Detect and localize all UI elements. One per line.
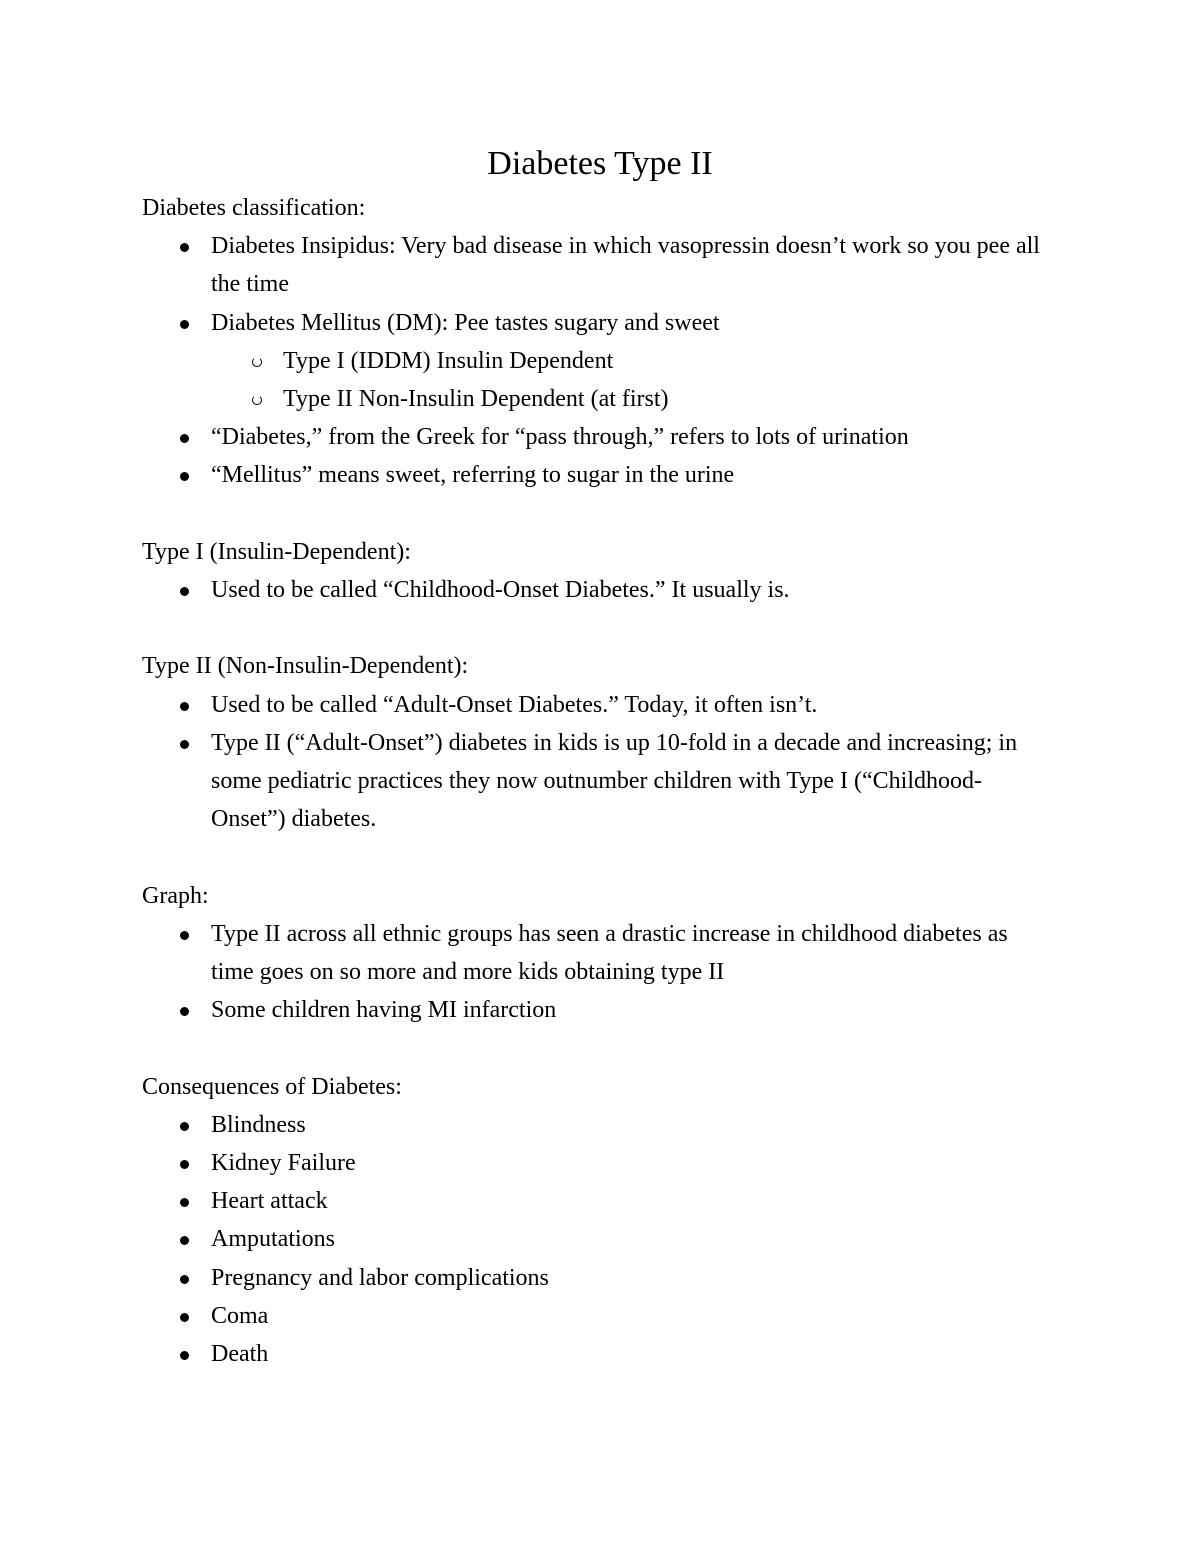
section-spacer: [142, 609, 1042, 647]
list-item: [211, 571, 1042, 609]
bullet-dot-icon: [180, 740, 189, 749]
list-item: [211, 915, 1042, 991]
bullet-dot-icon: [180, 587, 189, 596]
page-title: Diabetes Type II: [487, 145, 713, 182]
list-item: [211, 1335, 1042, 1373]
type1-list: [142, 571, 1042, 609]
bullet-circle-icon: [252, 395, 262, 405]
consequences-list: [142, 1106, 1042, 1373]
bullet-dot-icon: [180, 931, 189, 940]
section-heading-graph: Graph:: [142, 882, 209, 909]
list-item-text: Pregnancy and labor complications: [211, 1264, 549, 1291]
list-item: [211, 1144, 1042, 1182]
list-item-text: Diabetes Mellitus (DM): Pee tastes sugary and sweet: [211, 309, 720, 336]
section-heading-consequences: Consequences of Diabetes:: [142, 1073, 402, 1100]
bullet-dot-icon: [180, 1122, 189, 1131]
bullet-dot-icon: [180, 320, 189, 329]
list-item-text: Death: [211, 1341, 269, 1368]
document-body: [142, 189, 1042, 1373]
list-item-text: Blindness: [211, 1111, 306, 1138]
list-item-text: Used to be called “Adult-Onset Diabetes.” Today, it often isn’t.: [211, 691, 818, 718]
list-item-text: Used to be called “Childhood-Onset Diabetes.” It usually is.: [211, 577, 790, 604]
section-heading-classification: Diabetes classification:: [142, 195, 366, 221]
sub-list-item: [283, 380, 1042, 418]
list-item: [211, 456, 1042, 494]
list-item-text: Heart attack: [211, 1188, 328, 1215]
list-item-text: Some children having MI infarction: [211, 997, 557, 1024]
bullet-dot-icon: [180, 1007, 189, 1016]
list-item: [211, 304, 1042, 419]
section-heading-type1: Type I (Insulin-Dependent):: [142, 538, 411, 565]
section-spacer: [142, 495, 1042, 533]
bullet-circle-icon: [252, 357, 262, 367]
section-spacer: [142, 838, 1042, 876]
sub-list-item-text: Type I (IDDM) Insulin Dependent: [283, 347, 614, 374]
bullet-dot-icon: [180, 472, 189, 481]
bullet-dot-icon: [180, 1351, 189, 1360]
list-item: [211, 1106, 1042, 1144]
bullet-dot-icon: [180, 1236, 189, 1245]
list-item: [211, 418, 1042, 456]
list-item: [211, 724, 1042, 839]
list-item: [211, 1220, 1042, 1258]
graph-list: [142, 915, 1042, 1030]
list-item: [211, 1259, 1042, 1297]
bullet-dot-icon: [180, 1198, 189, 1207]
classification-list: [142, 227, 1042, 494]
list-item-text: Kidney Failure: [211, 1150, 356, 1177]
bullet-dot-icon: [180, 702, 189, 711]
bullet-dot-icon: [180, 1275, 189, 1284]
section-spacer: [142, 1029, 1042, 1067]
sub-list-item: [283, 342, 1042, 380]
list-item-text: Coma: [211, 1302, 269, 1329]
mellitus-sub-list: [211, 342, 1042, 418]
list-item-text: Type II across all ethnic groups has seen a drastic increase in childhood diabetes as time goes on so more and more kids obtaining type II: [211, 920, 1008, 986]
bullet-dot-icon: [180, 434, 189, 443]
list-item: [211, 991, 1042, 1029]
list-item: [211, 227, 1042, 303]
bullet-dot-icon: [180, 1160, 189, 1169]
section-heading-type2: Type II (Non-Insulin-Dependent):: [142, 653, 469, 680]
list-item: [211, 1297, 1042, 1335]
list-item-text: “Diabetes,” from the Greek for “pass through,” refers to lots of urination: [211, 424, 909, 451]
list-item: [211, 686, 1042, 724]
list-item-text: Amputations: [211, 1226, 335, 1253]
list-item: [211, 1182, 1042, 1220]
list-item-text: “Mellitus” means sweet, referring to sugar in the urine: [211, 462, 735, 489]
type2-list: [142, 686, 1042, 839]
sub-list-item-text: Type II Non-Insulin Dependent (at first): [283, 386, 669, 413]
bullet-dot-icon: [180, 1313, 189, 1322]
list-item-text: Type II (“Adult-Onset”) diabetes in kids is up 10-fold in a decade and increasing; in some pediatric practices they now outnumber children with Type I (“Childhood-Onset”) diabetes.: [211, 729, 1018, 833]
list-item-text: Diabetes Insipidus: Very bad disease in which vasopressin doesn’t work so you pee all the time: [211, 233, 1040, 298]
bullet-dot-icon: [180, 243, 189, 252]
